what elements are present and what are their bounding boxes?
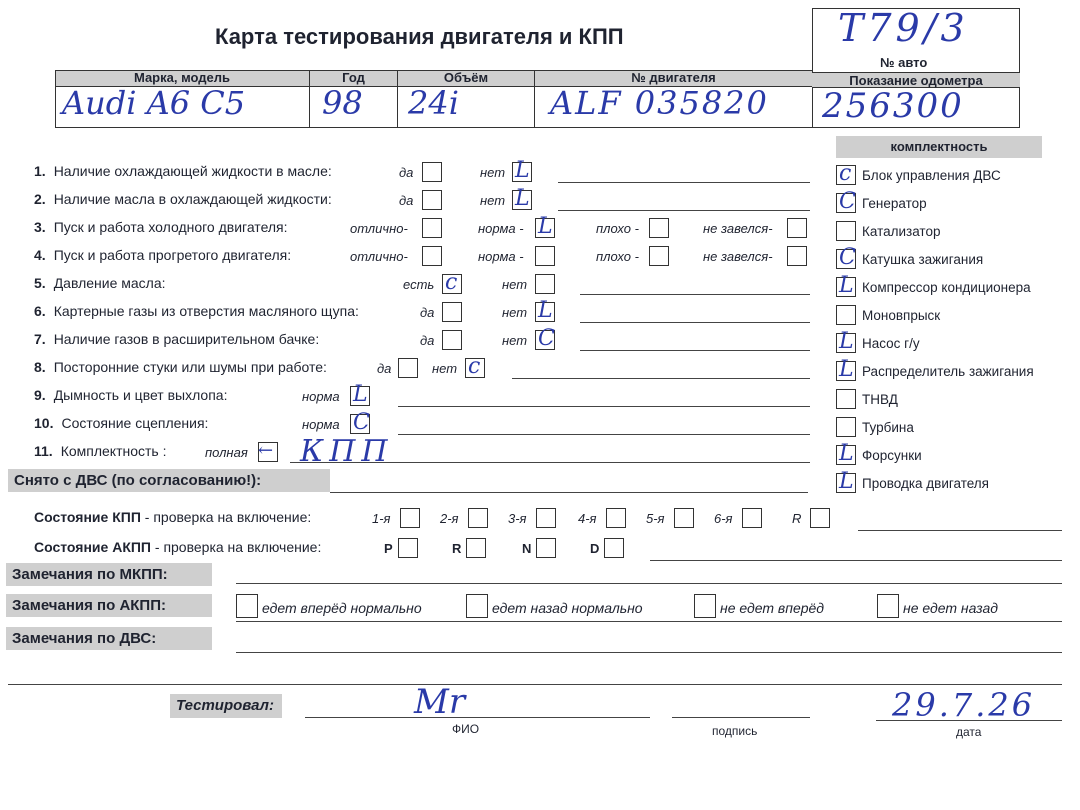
odometer-value: 256300 bbox=[822, 86, 964, 126]
answer-line bbox=[580, 294, 810, 295]
checkbox[interactable] bbox=[422, 162, 442, 182]
answer-line bbox=[558, 210, 810, 211]
check-label: Наличие охлаждающей жидкости в масле: bbox=[53, 163, 332, 179]
checkbox[interactable]: C bbox=[535, 330, 555, 350]
answer-line bbox=[858, 530, 1062, 531]
answer-line bbox=[398, 434, 810, 435]
checkbox[interactable]: L bbox=[512, 162, 532, 182]
checkbox[interactable] bbox=[649, 246, 669, 266]
checkbox[interactable]: L bbox=[836, 445, 856, 465]
option-label: полная bbox=[205, 445, 248, 460]
checkbox[interactable] bbox=[422, 218, 442, 238]
odometer-label: Показание одометра bbox=[812, 72, 1020, 88]
tester-signature: Mr bbox=[414, 682, 466, 722]
component-label: ТНВД bbox=[862, 392, 898, 407]
fio-label: ФИО bbox=[452, 722, 480, 736]
component-label: Моновпрыск bbox=[862, 308, 941, 323]
checkbox[interactable] bbox=[787, 218, 807, 238]
check-row-11: 11. Комплектность : bbox=[34, 443, 167, 459]
checkbox[interactable]: c bbox=[836, 165, 856, 185]
option-label: да bbox=[399, 193, 414, 208]
check-row-7: 7. Наличие газов в расширительном бачке: bbox=[34, 331, 320, 347]
option-label: не завелся- bbox=[703, 221, 773, 236]
checkbox[interactable]: L bbox=[350, 386, 370, 406]
checkbox[interactable] bbox=[442, 302, 462, 322]
component-item bbox=[836, 357, 1076, 385]
checkbox[interactable] bbox=[877, 594, 899, 618]
component-item bbox=[836, 245, 1076, 273]
checkbox[interactable]: L bbox=[535, 302, 555, 322]
answer-line bbox=[580, 350, 810, 351]
component-label: Компрессор кондиционера bbox=[862, 280, 1031, 295]
option-label: отлично- bbox=[350, 221, 408, 236]
answer-line bbox=[236, 652, 1062, 653]
gear-label: P bbox=[384, 541, 393, 556]
check-row-1 bbox=[34, 163, 332, 179]
gear-checkbox[interactable] bbox=[604, 538, 624, 558]
date-line bbox=[876, 720, 1062, 721]
answer-line bbox=[558, 182, 810, 183]
component-label: Генератор bbox=[862, 196, 927, 211]
component-label: Распределитель зажигания bbox=[862, 364, 1034, 379]
component-label: Форсунки bbox=[862, 448, 922, 463]
check-num: 1. bbox=[34, 163, 46, 179]
component-label: Катализатор bbox=[862, 224, 941, 239]
checkbox[interactable]: C bbox=[836, 249, 856, 269]
component-label: Насос г/у bbox=[862, 336, 920, 351]
checkbox[interactable] bbox=[442, 330, 462, 350]
gear-checkbox[interactable] bbox=[468, 508, 488, 528]
option-label: не едет вперёд bbox=[720, 600, 825, 616]
component-item bbox=[836, 221, 1076, 245]
removed-label: Снято с ДВС (по согласованию!): bbox=[8, 469, 330, 492]
checkbox[interactable]: C bbox=[836, 193, 856, 213]
akpp-row: Состояние АКПП - проверка на включение: bbox=[34, 539, 322, 555]
gear-label: 3-я bbox=[508, 511, 527, 526]
option-label: нет bbox=[502, 277, 528, 292]
checkbox[interactable]: c bbox=[465, 358, 485, 378]
sign-label: подпись bbox=[712, 724, 758, 738]
option-label: норма bbox=[302, 417, 340, 432]
handwritten-note: КПП bbox=[300, 434, 394, 469]
check-row-3: 3. Пуск и работа холодного двигателя: bbox=[34, 219, 288, 235]
gear-checkbox[interactable] bbox=[398, 538, 418, 558]
component-item bbox=[836, 305, 1076, 329]
gear-checkbox[interactable] bbox=[466, 538, 486, 558]
answer-line bbox=[236, 621, 1062, 622]
value-volume: 24i bbox=[408, 84, 459, 122]
gear-label: R bbox=[792, 511, 802, 526]
car-number-label: № авто bbox=[880, 55, 928, 70]
answer-line bbox=[8, 684, 1062, 685]
check-row-2: 2. Наличие масла в охлаждающей жидкости: bbox=[34, 191, 332, 207]
gear-checkbox[interactable] bbox=[400, 508, 420, 528]
option-label: едет вперёд нормально bbox=[262, 600, 422, 616]
checkbox[interactable] bbox=[787, 246, 807, 266]
component-label: Турбина bbox=[862, 420, 914, 435]
checkbox[interactable]: L bbox=[512, 190, 532, 210]
header-year: Год bbox=[310, 70, 398, 87]
date-value: 29.7.26 bbox=[892, 686, 1036, 724]
value-model: Audi A6 C5 bbox=[62, 84, 246, 122]
fio-line bbox=[305, 717, 650, 718]
checkbox[interactable] bbox=[535, 246, 555, 266]
answer-line bbox=[580, 322, 810, 323]
remarks-dvs-label: Замечания по ДВС: bbox=[6, 627, 212, 650]
component-item bbox=[836, 417, 1076, 441]
header-engine-no: № двигателя bbox=[631, 70, 716, 85]
option-label: нет bbox=[502, 305, 528, 320]
check-row-4: 4. Пуск и работа прогретого двигателя: bbox=[34, 247, 292, 263]
gear-label: 5-я bbox=[646, 511, 665, 526]
component-label: Катушка зажигания bbox=[862, 252, 984, 267]
option-label: да bbox=[420, 305, 435, 320]
answer-line bbox=[290, 462, 810, 463]
remarks-mkpp-label: Замечания по МКПП: bbox=[6, 563, 212, 586]
gear-checkbox[interactable] bbox=[536, 538, 556, 558]
check-row-5: 5. Давление масла: bbox=[34, 275, 166, 291]
component-item bbox=[836, 389, 1076, 413]
check-row-9: 9. Дымность и цвет выхлопа: bbox=[34, 387, 228, 403]
remarks-akpp-label: Замечания по АКПП: bbox=[6, 594, 212, 617]
option-label: да bbox=[399, 165, 414, 180]
option-label: плохо - bbox=[596, 249, 639, 264]
component-item bbox=[836, 189, 1076, 217]
checkbox[interactable] bbox=[649, 218, 669, 238]
gear-checkbox[interactable] bbox=[674, 508, 694, 528]
checkbox[interactable] bbox=[836, 221, 856, 241]
option-label: едет назад нормально bbox=[492, 600, 643, 616]
answer-line bbox=[650, 560, 1062, 561]
checkbox[interactable] bbox=[422, 190, 442, 210]
checkbox[interactable] bbox=[694, 594, 716, 618]
component-label: Проводка двигателя bbox=[862, 476, 989, 491]
answer-line bbox=[398, 406, 810, 407]
option-label: норма bbox=[302, 389, 340, 404]
gear-label: 6-я bbox=[714, 511, 733, 526]
component-item bbox=[836, 441, 1076, 469]
option-label: да bbox=[420, 333, 435, 348]
gear-label: 1-я bbox=[372, 511, 391, 526]
gear-label: R bbox=[452, 541, 462, 556]
header-volume: Объём bbox=[398, 70, 535, 87]
gear-checkbox[interactable] bbox=[536, 508, 556, 528]
answer-line bbox=[236, 583, 1062, 584]
components-header: комплектность bbox=[836, 136, 1042, 158]
checkbox[interactable] bbox=[236, 594, 258, 618]
sign-line bbox=[672, 717, 810, 718]
tested-label: Тестировал: bbox=[176, 697, 274, 714]
component-item bbox=[836, 469, 1076, 497]
checkbox[interactable]: C bbox=[350, 414, 370, 434]
checkbox[interactable] bbox=[535, 274, 555, 294]
kpp-row: Состояние КПП - проверка на включение: bbox=[34, 509, 312, 525]
gear-checkbox[interactable] bbox=[810, 508, 830, 528]
gear-label: D bbox=[590, 541, 600, 556]
check-row-6: 6. Картерные газы из отверстия масляного щупа: bbox=[34, 303, 359, 319]
option-label: да bbox=[377, 361, 392, 376]
checkbox[interactable]: L bbox=[836, 277, 856, 297]
option-label: нет bbox=[480, 165, 506, 180]
answer-line bbox=[512, 378, 810, 379]
page-title: Карта тестирования двигателя и КПП bbox=[215, 24, 624, 49]
component-item bbox=[836, 273, 1076, 301]
option-label: плохо - bbox=[596, 221, 639, 236]
checkbox[interactable]: L bbox=[836, 473, 856, 493]
date-label: дата bbox=[956, 725, 982, 739]
option-label: норма - bbox=[478, 221, 524, 236]
checkbox[interactable]: L bbox=[836, 361, 856, 381]
option-label: нет bbox=[502, 333, 528, 348]
gear-checkbox[interactable] bbox=[742, 508, 762, 528]
option-label: не едет назад bbox=[903, 600, 998, 616]
component-item bbox=[836, 161, 1076, 189]
checkbox[interactable] bbox=[836, 389, 856, 409]
gear-label: N bbox=[522, 541, 532, 556]
value-year: 98 bbox=[322, 84, 363, 122]
checkbox[interactable] bbox=[422, 246, 442, 266]
option-label: нет bbox=[480, 193, 506, 208]
header-model: Марка, модель bbox=[55, 70, 310, 87]
option-label: отлично- bbox=[350, 249, 408, 264]
answer-line bbox=[330, 492, 808, 493]
component-item bbox=[836, 329, 1076, 357]
gear-checkbox[interactable] bbox=[606, 508, 626, 528]
option-label: норма - bbox=[478, 249, 524, 264]
checkbox[interactable]: L bbox=[836, 333, 856, 353]
gear-label: 2-я bbox=[440, 511, 459, 526]
car-number-handwritten: T79/3 bbox=[838, 6, 969, 50]
option-label: не завелся- bbox=[703, 249, 773, 264]
checkbox[interactable]: L bbox=[535, 218, 555, 238]
checkbox[interactable] bbox=[836, 417, 856, 437]
option-label: нет bbox=[432, 361, 458, 376]
component-label: Блок управления ДВС bbox=[862, 168, 1001, 183]
value-engine-no: ALF 035820 bbox=[550, 84, 769, 122]
gear-label: 4-я bbox=[578, 511, 597, 526]
checkbox[interactable] bbox=[398, 358, 418, 378]
check-row-8: 8. Посторонние стуки или шумы при работе: bbox=[34, 359, 327, 375]
checkbox[interactable]: ← bbox=[258, 442, 278, 462]
checkbox[interactable] bbox=[836, 305, 856, 325]
check-row-10: 10. Состояние сцепления: bbox=[34, 415, 209, 431]
checkbox[interactable]: c bbox=[442, 274, 462, 294]
checkbox[interactable] bbox=[466, 594, 488, 618]
option-label: есть bbox=[403, 277, 435, 292]
